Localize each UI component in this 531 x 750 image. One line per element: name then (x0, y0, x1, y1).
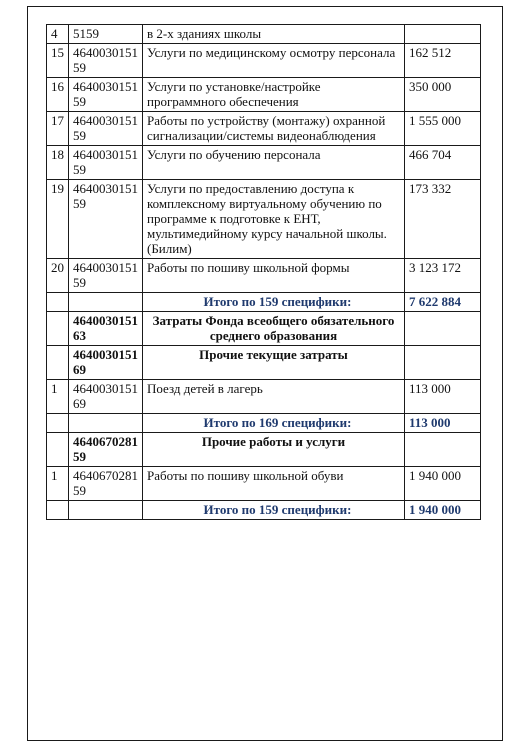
row-amount: 3 123 172 (405, 259, 481, 293)
section-title: Прочие текущие затраты (143, 346, 405, 380)
table-row (47, 146, 481, 180)
row-amount: 466 704 (405, 146, 481, 180)
row-number: 17 (47, 112, 69, 146)
row-name: в 2-х зданиях школы (143, 25, 405, 44)
table-row (47, 380, 481, 414)
row-amount: 350 000 (405, 78, 481, 112)
row-code: 464003015159 (69, 259, 143, 293)
section-title: Затраты Фонда всеобщего обязательного среднего образования (143, 312, 405, 346)
row-code: 464003015159 (69, 180, 143, 259)
row-number: 1 (47, 467, 69, 501)
row-amount: 1 555 000 (405, 112, 481, 146)
row-amount: 162 512 (405, 44, 481, 78)
empty-cell (47, 293, 69, 312)
row-code: 464003015159 (69, 78, 143, 112)
subtotal-label: Итого по 169 специфики: (143, 414, 405, 433)
row-code: 464003015169 (69, 380, 143, 414)
empty-cell (47, 414, 69, 433)
row-name: Работы по пошиву школьной обуви (143, 467, 405, 501)
section-code: 464003015169 (69, 346, 143, 380)
row-name: Услуги по установке/настройке программного обеспечения (143, 78, 405, 112)
row-name: Поезд детей в лагерь (143, 380, 405, 414)
section-title: Прочие работы и услуги (143, 433, 405, 467)
row-amount: 113 000 (405, 380, 481, 414)
table-row (47, 259, 481, 293)
empty-cell (69, 414, 143, 433)
section-header-row (47, 346, 481, 380)
row-amount: 1 940 000 (405, 467, 481, 501)
empty-cell (47, 346, 69, 380)
empty-cell (47, 312, 69, 346)
row-number: 16 (47, 78, 69, 112)
empty-cell (405, 346, 481, 380)
table-row (47, 180, 481, 259)
empty-cell (47, 433, 69, 467)
row-number: 1 (47, 380, 69, 414)
table-row (47, 112, 481, 146)
subtotal-amount: 113 000 (405, 414, 481, 433)
row-amount (405, 25, 481, 44)
table-row (47, 25, 481, 44)
empty-cell (47, 501, 69, 520)
section-header-row (47, 433, 481, 467)
row-number: 20 (47, 259, 69, 293)
empty-cell (405, 312, 481, 346)
table-row (47, 467, 481, 501)
subtotal-row-159 (47, 293, 481, 312)
row-name: Работы по пошиву школьной формы (143, 259, 405, 293)
row-name: Работы по устройству (монтажу) охранной сигнализации/системы видеонаблюдения (143, 112, 405, 146)
row-name: Услуги по предоставлению доступа к комплексному виртуальному обучению по программе к подготовке к ЕНТ, мультимедийному курсу начальной школы. (Билим) (143, 180, 405, 259)
row-number: 4 (47, 25, 69, 44)
row-code: 464067028159 (69, 467, 143, 501)
subtotal-amount: 7 622 884 (405, 293, 481, 312)
subtotal-label: Итого по 159 специфики: (143, 293, 405, 312)
section-header-row (47, 312, 481, 346)
subtotal-row-169 (47, 414, 481, 433)
row-code: 464003015159 (69, 112, 143, 146)
empty-cell (69, 501, 143, 520)
row-name: Услуги по обучению персонала (143, 146, 405, 180)
row-amount: 173 332 (405, 180, 481, 259)
row-number: 19 (47, 180, 69, 259)
row-code: 464003015159 (69, 146, 143, 180)
empty-cell (69, 293, 143, 312)
row-code: 464003015159 (69, 44, 143, 78)
table-row (47, 44, 481, 78)
subtotal-amount: 1 940 000 (405, 501, 481, 520)
row-number: 18 (47, 146, 69, 180)
budget-table (46, 24, 481, 520)
table-row (47, 78, 481, 112)
empty-cell (405, 433, 481, 467)
row-name: Услуги по медицинскому осмотру персонала (143, 44, 405, 78)
row-number: 15 (47, 44, 69, 78)
subtotal-label: Итого по 159 специфики: (143, 501, 405, 520)
section-code: 464003015163 (69, 312, 143, 346)
row-code: 5159 (69, 25, 143, 44)
section-code: 464067028159 (69, 433, 143, 467)
subtotal-row-159 (47, 501, 481, 520)
